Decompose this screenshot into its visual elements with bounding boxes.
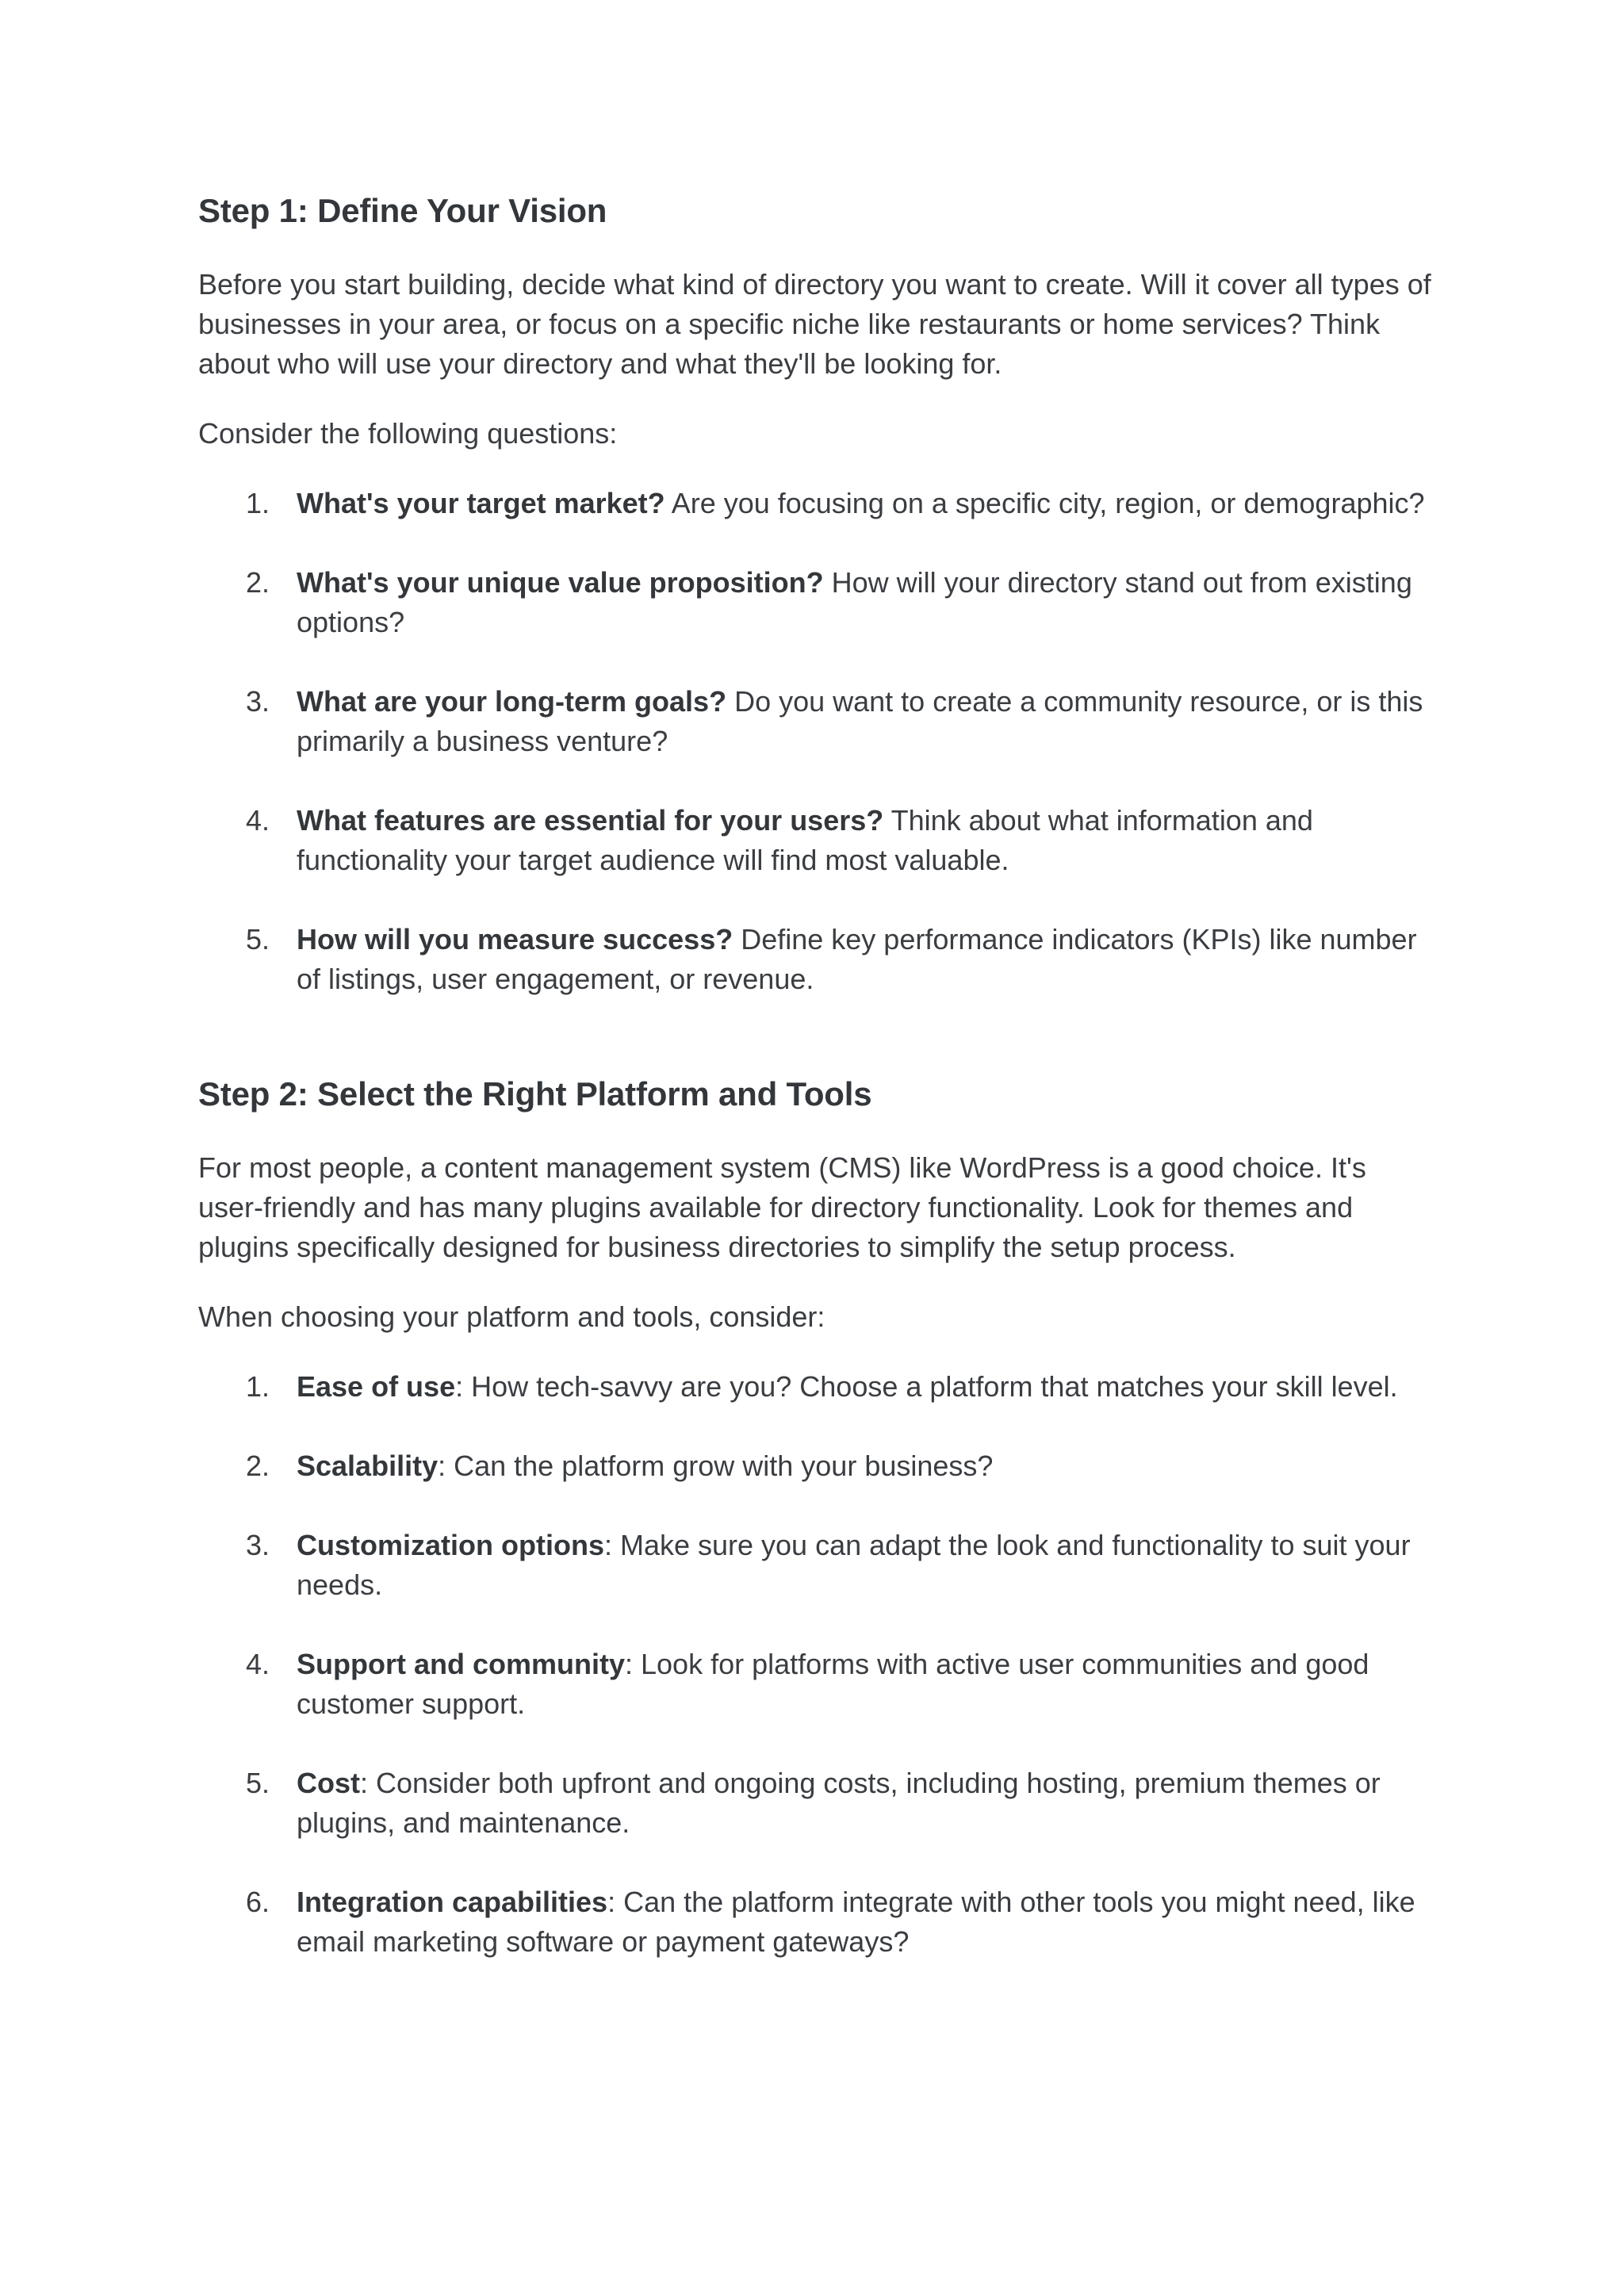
list-item-bold: What features are essential for your users? [297, 804, 884, 837]
list-item [198, 1526, 1435, 1605]
list-item-text: Do you want to create a community resource, or is this primarily a business venture? [297, 685, 1423, 757]
list-item [198, 484, 1435, 523]
step-2-intro: For most people, a content management system (CMS) like WordPress is a good choice. It's user-friendly and has many plugins available for directory functionality. Look for themes and plugins specifically designed for business directories to simplify the setup process. [198, 1151, 1366, 1263]
list-item-bold: Scalability [297, 1450, 439, 1482]
list-number: 2. [246, 1450, 270, 1482]
list-item-bold: How will you measure success? [297, 923, 733, 956]
list-item-text: : How tech-savvy are you? Choose a platform that matches your skill level. [455, 1370, 1398, 1403]
step-2-consideration-list [198, 1367, 1435, 1962]
list-item-bold: What's your unique value proposition? [297, 566, 824, 599]
list-item-text: How will your directory stand out from existing options? [297, 566, 1412, 638]
document-page [198, 189, 1435, 1962]
step-2-lead: When choosing your platform and tools, consider: [198, 1300, 825, 1333]
list-number: 4. [246, 804, 270, 837]
list-item-bold: What's your target market? [297, 487, 665, 519]
list-item-text: : Look for platforms with active user communities and good customer support. [297, 1648, 1369, 1720]
list-item-text: Think about what information and functionality your target audience will find most valuable. [297, 804, 1313, 876]
list-item [198, 1645, 1435, 1724]
list-item [198, 920, 1435, 999]
list-item-bold: Cost [297, 1767, 360, 1799]
list-number: 3. [246, 1529, 270, 1561]
list-item-bold: Integration capabilities [297, 1886, 608, 1918]
step-1-question-list [198, 484, 1435, 999]
list-number: 5. [246, 1767, 270, 1799]
list-item-bold: Customization options [297, 1529, 604, 1561]
list-item-bold: Support and community [297, 1648, 625, 1680]
list-number: 1. [246, 487, 270, 519]
list-item [198, 1882, 1435, 1962]
list-item [198, 1446, 1435, 1486]
list-number: 5. [246, 923, 270, 956]
list-item [198, 563, 1435, 642]
list-item [198, 1764, 1435, 1843]
list-item-text: Are you focusing on a specific city, region, or demographic? [665, 487, 1425, 519]
step-1-intro: Before you start building, decide what kind of directory you want to create. Will it cover all types of businesses in your area, or focus on a specific niche like restaurants or home services? Think about who will use your directory and what they'll be looking for. [198, 268, 1431, 380]
list-item [198, 682, 1435, 761]
list-item [198, 1367, 1435, 1407]
step-1-lead: Consider the following questions: [198, 417, 618, 450]
list-item-text: Define key performance indicators (KPIs) like number of listings, user engagement, or revenue. [297, 923, 1417, 995]
list-item-text: : Make sure you can adapt the look and functionality to suit your needs. [297, 1529, 1411, 1601]
list-item-bold: What are your long-term goals? [297, 685, 727, 718]
list-number: 6. [246, 1886, 270, 1918]
list-number: 1. [246, 1370, 270, 1403]
list-item-text: : Can the platform grow with your business? [438, 1450, 994, 1482]
list-item [198, 801, 1435, 880]
step-1-heading: Step 1: Define Your Vision [198, 192, 607, 229]
list-item-bold: Ease of use [297, 1370, 456, 1403]
list-number: 2. [246, 566, 270, 599]
list-item-text: : Can the platform integrate with other tools you might need, like email marketing software or payment gateways? [297, 1886, 1415, 1958]
step-2-heading: Step 2: Select the Right Platform and Tools [198, 1075, 872, 1113]
list-number: 4. [246, 1648, 270, 1680]
list-number: 3. [246, 685, 270, 718]
list-item-text: : Consider both upfront and ongoing costs, including hosting, premium themes or plugins, and maintenance. [297, 1767, 1381, 1839]
